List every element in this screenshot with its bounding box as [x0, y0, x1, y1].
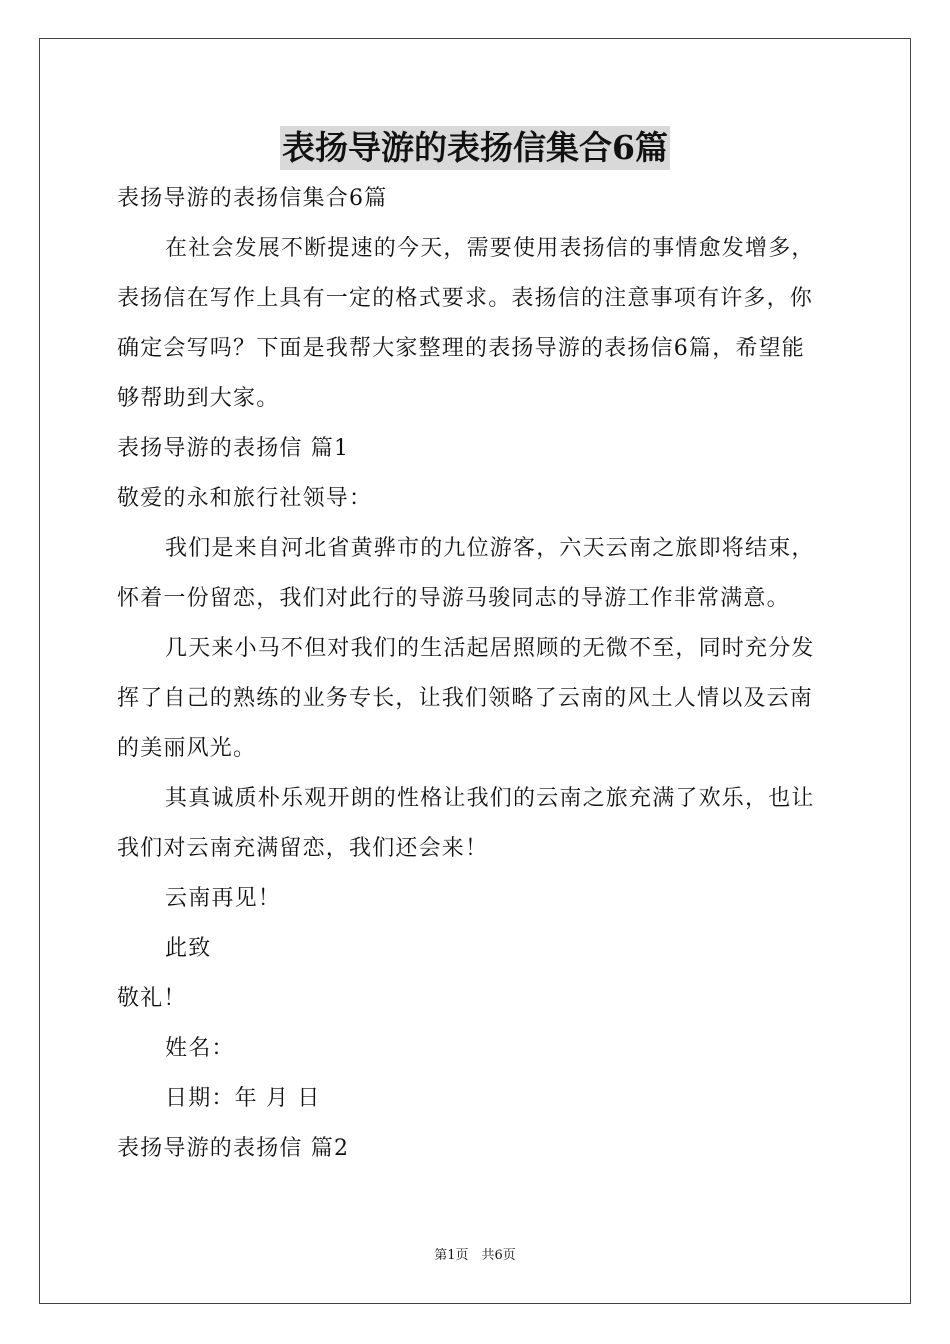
paragraph-line: 表扬信在写作上具有一定的格式要求。表扬信的注意事项有许多，你 — [117, 286, 814, 311]
document-title: 表扬导游的表扬信集合6篇 — [280, 126, 670, 170]
closing-line: 敬礼！ — [117, 986, 187, 1011]
paragraph-line: 我们对云南充满留恋，我们还会来！ — [117, 836, 489, 861]
closing-line: 云南再见！ — [165, 886, 282, 911]
paragraph-line: 怀着一份留恋，我们对此行的导游马骏同志的导游工作非常满意。 — [117, 586, 790, 611]
page-footer: 第1页 共6页 — [434, 1248, 516, 1263]
subtitle-line: 表扬导游的表扬信集合6篇 — [117, 186, 388, 211]
paragraph-line: 确定会写吗？下面是我帮大家整理的表扬导游的表扬信6篇，希望能 — [117, 336, 805, 361]
paragraph-line: 其真诚质朴乐观开朗的性格让我们的云南之旅充满了欢乐，也让 — [165, 786, 815, 811]
salutation: 敬爱的永和旅行社领导： — [117, 486, 373, 511]
title-container — [0, 126, 950, 170]
paragraph-line: 的美丽风光。 — [117, 736, 257, 761]
closing-line: 此致 — [165, 936, 212, 961]
section-heading: 表扬导游的表扬信 篇1 — [117, 436, 350, 461]
paragraph-line: 我们是来自河北省黄骅市的九位游客，六天云南之旅即将结束， — [165, 536, 815, 561]
signature-name: 姓名： — [165, 1036, 235, 1061]
signature-date: 日期：年 月 日 — [165, 1086, 321, 1111]
paragraph-line: 够帮助到大家。 — [117, 386, 280, 411]
section-heading: 表扬导游的表扬信 篇2 — [117, 1136, 350, 1161]
page-border — [39, 38, 911, 1304]
paragraph-line: 几天来小马不但对我们的生活起居照顾的无微不至，同时充分发 — [165, 636, 815, 661]
paragraph-line: 挥了自己的熟练的业务专长，让我们领略了云南的风土人情以及云南 — [117, 686, 814, 711]
paragraph-line: 在社会发展不断提速的今天，需要使用表扬信的事情愈发增多， — [165, 236, 815, 261]
